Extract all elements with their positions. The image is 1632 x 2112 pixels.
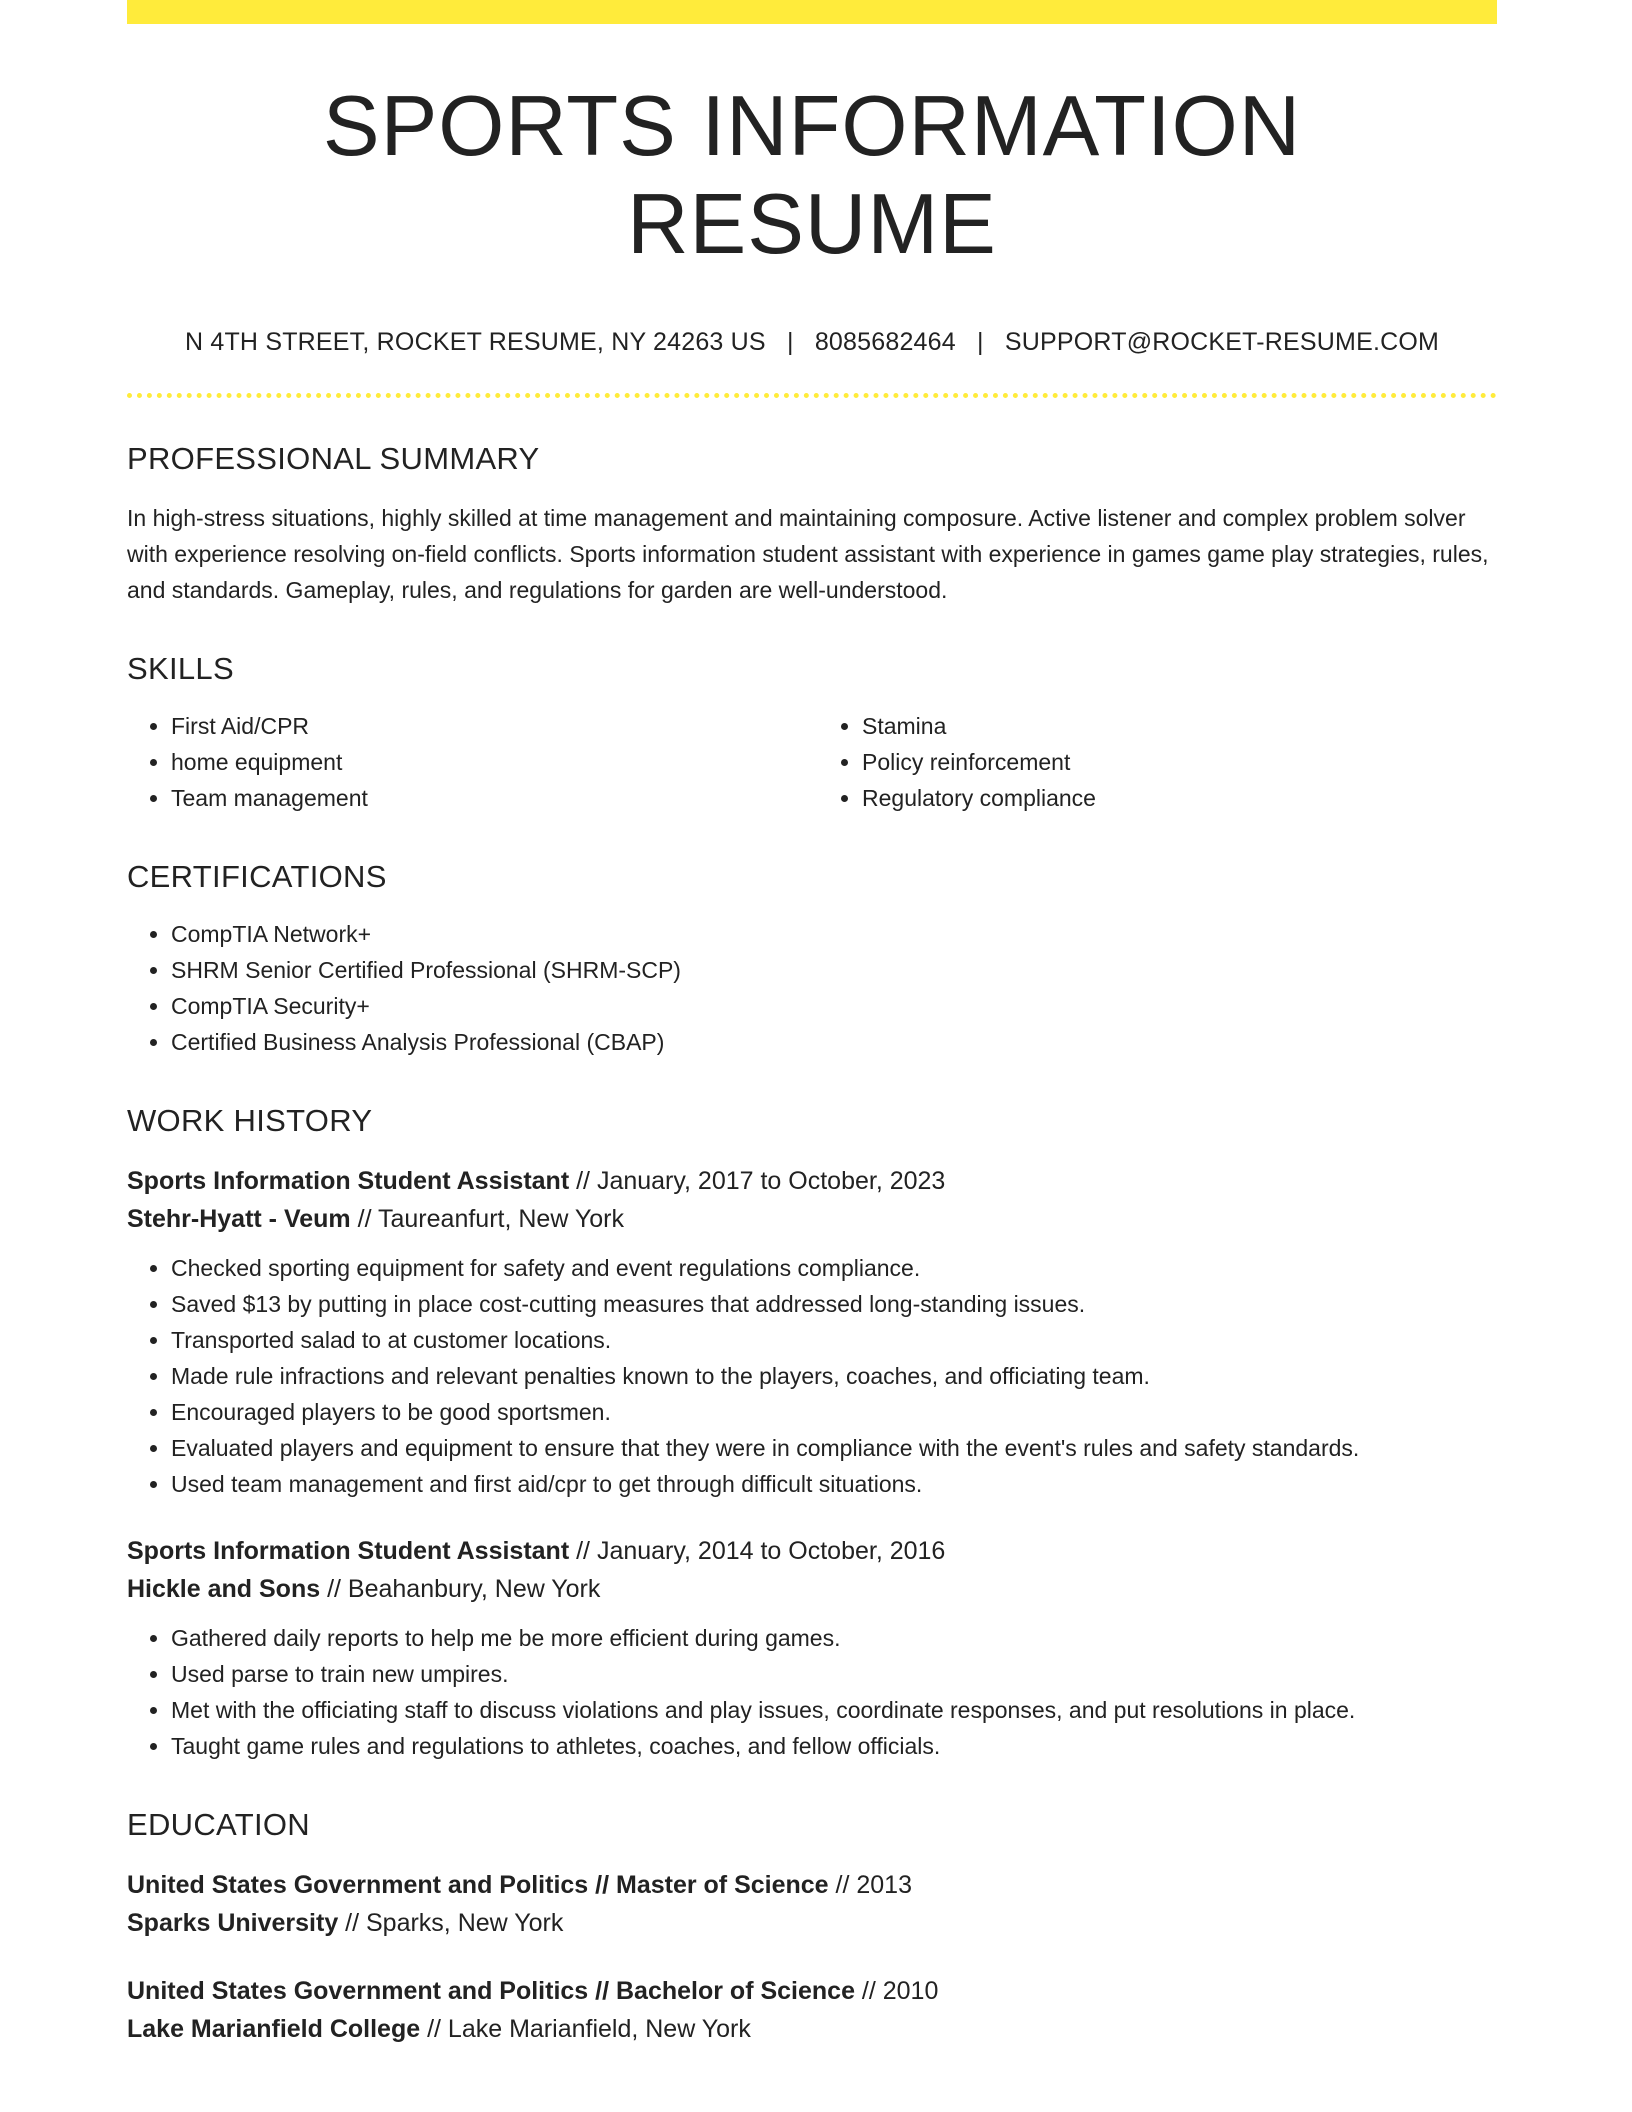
education-school-line [127, 2010, 1497, 2048]
contact-email: SUPPORT@ROCKET-RESUME.COM [1004, 327, 1440, 356]
education-school: Sparks University [127, 1908, 339, 1937]
skill-item: • home equipment [171, 744, 812, 780]
education-degree: United States Government and Politics // Master of Science [127, 1870, 829, 1899]
education-location: // Sparks, New York [338, 1908, 564, 1937]
job-entry [127, 1162, 1497, 1502]
job-bullet: • Checked sporting equipment for safety and event regulations compliance. [171, 1250, 1497, 1286]
job-bullet: • Encouraged players to be good sportsmen. [171, 1394, 1497, 1430]
job-entry [127, 1532, 1497, 1764]
education-entry [127, 1972, 1497, 2048]
job-location: // Taureanfurt, New York [350, 1204, 624, 1233]
education-year: // 2013 [828, 1870, 912, 1899]
education-year: // 2010 [854, 1976, 939, 2005]
certification-item: • CompTIA Security+ [171, 988, 1497, 1024]
certification-item: • SHRM Senior Certified Professional (SHRM-SCP) [171, 952, 1497, 988]
education-school: Lake Marianfield College [127, 2014, 421, 2043]
certification-item: • CompTIA Network+ [171, 916, 1497, 952]
education-heading: EDUCATION [127, 1806, 310, 1842]
certifications-heading: CERTIFICATIONS [127, 858, 387, 894]
contact-separator: | [977, 327, 984, 356]
job-bullet: • Used team management and first aid/cpr to get through difficult situations. [171, 1466, 1497, 1502]
education-school-line [127, 1904, 1497, 1942]
skill-item: • Regulatory compliance [862, 780, 1497, 816]
job-bullet: • Transported salad to at customer locations. [171, 1322, 1497, 1358]
work-history-heading: WORK HISTORY [127, 1102, 373, 1138]
certifications-list [127, 916, 1497, 1060]
education-degree-line [127, 1866, 1497, 1904]
contact-address: N 4TH STREET, ROCKET RESUME, NY 24263 US [184, 327, 766, 356]
job-title: Sports Information Student Assistant [127, 1166, 570, 1195]
skill-item: • First Aid/CPR [171, 708, 812, 744]
job-bullet: • Taught game rules and regulations to athletes, coaches, and fellow officials. [171, 1728, 1497, 1764]
job-title-line [127, 1162, 1497, 1200]
skills-heading: SKILLS [127, 650, 234, 686]
job-title-line [127, 1532, 1497, 1570]
job-bullet: • Evaluated players and equipment to ensure that they were in compliance with the event's rules and safety standards. [171, 1430, 1497, 1466]
job-dates: // January, 2017 to October, 2023 [569, 1166, 946, 1195]
skill-item: • Policy reinforcement [862, 744, 1497, 780]
job-bullets [127, 1620, 1497, 1764]
skills-column-right [812, 708, 1497, 816]
job-bullet: • Met with the officiating staff to discuss violations and play issues, coordinate responses, and put resolutions in place. [171, 1692, 1497, 1728]
job-bullet: • Saved $13 by putting in place cost-cutting measures that addressed long-standing issues. [171, 1286, 1497, 1322]
skill-item: • Team management [171, 780, 812, 816]
job-bullets [127, 1250, 1497, 1502]
job-bullet: • Gathered daily reports to help me be more efficient during games. [171, 1620, 1497, 1656]
summary-heading: PROFESSIONAL SUMMARY [127, 440, 540, 476]
job-company: Stehr-Hyatt - Veum [127, 1204, 351, 1233]
job-location: // Beahanbury, New York [320, 1574, 601, 1603]
job-company-line [127, 1570, 1497, 1608]
education-location: // Lake Marianfield, New York [420, 2014, 751, 2043]
job-company-line [127, 1200, 1497, 1238]
contact-phone: 8085682464 [814, 327, 956, 356]
job-bullet: • Used parse to train new umpires. [171, 1656, 1497, 1692]
certification-item: • Certified Business Analysis Professional (CBAP) [171, 1024, 1497, 1060]
education-degree-line [127, 1972, 1497, 2010]
education-entry [127, 1866, 1497, 1942]
skills-column-left [127, 708, 812, 816]
header-divider [127, 393, 1497, 398]
job-company: Hickle and Sons [127, 1574, 321, 1603]
job-dates: // January, 2014 to October, 2016 [569, 1536, 946, 1565]
contact-line [127, 328, 1497, 357]
job-title: Sports Information Student Assistant [127, 1536, 570, 1565]
resume-page [127, 0, 1497, 2048]
skills-list [127, 708, 1497, 816]
summary-text: In high-stress situations, highly skilled at time management and maintaining composure. Active listener and complex problem solver with experience resolving on-field conflicts. Sports information student assistant with experience in games game play strategies, rules, and standards. Gameplay, rules, and regulations for garden are well-understood. [127, 504, 1489, 603]
skill-item: • Stamina [862, 708, 1497, 744]
job-bullet: • Made rule infractions and relevant penalties known to the players, coaches, and officiating team. [171, 1358, 1497, 1394]
education-degree: United States Government and Politics // Bachelor of Science [127, 1976, 855, 2005]
contact-separator: | [786, 327, 794, 356]
resume-title: SPORTS INFORMATION RESUME [322, 79, 1302, 272]
